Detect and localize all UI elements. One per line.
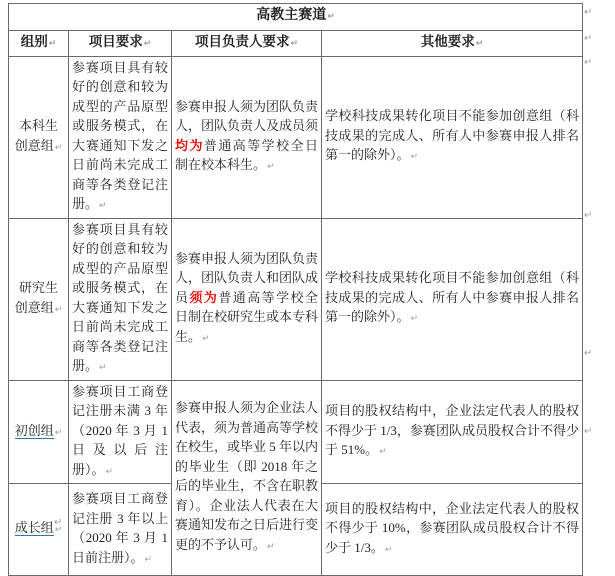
project-requirements-text: 参赛项目工商登记注册未满 3 年（2020 年 3 月 1 日及以后注册）。 [72, 383, 168, 477]
cell-end-mark-icon: ↵ [379, 447, 387, 457]
cell-end-mark-icon: ↵ [410, 314, 419, 325]
row-end-mark-icon: ↵ [584, 210, 593, 221]
other-requirements-cell [322, 380, 583, 484]
cell-end-mark-icon: ↵ [54, 142, 63, 153]
other-requirements-cell [322, 56, 583, 218]
cell-end-mark-icon: ↵ [143, 39, 152, 49]
leader-requirements-cell [172, 218, 322, 380]
table-row-startup-group [9, 380, 583, 484]
col-header-leader-requirements [172, 31, 322, 57]
leader-requirements-merged-cell [172, 380, 322, 576]
cell-end-mark-icon: ↵ [327, 12, 335, 23]
leader-requirements-text-pre: 参赛申报人须为团队负责人，团队负责人及成员须 [175, 98, 319, 133]
project-requirements-text: 参赛项目工商登记注册 3 年以上（2020 年 3 月 1 日前注册）。 [72, 491, 168, 565]
table-title-cell [9, 4, 583, 31]
table-title-row [9, 4, 583, 31]
group-cell-growth [9, 484, 69, 576]
cell-end-mark-icon: ↵ [48, 39, 57, 49]
project-requirements-cell [69, 380, 172, 484]
leader-requirements-text-pre: 参赛申报人须为团队负责人，团队负责人和团队成员 [175, 250, 319, 305]
cell-end-mark-icon: ↵ [202, 333, 210, 344]
leader-requirements-cell [172, 56, 322, 218]
col-header-other-label: 其他要求 [420, 34, 475, 49]
col-header-leader-label: 项目负责人要求 [194, 34, 290, 49]
cell-end-mark-icon: ↵ [267, 162, 275, 172]
main-track-table [8, 3, 583, 576]
other-requirements-text: 项目的股权结构中，企业法定代表人的股权不得少于 1/3，参赛团队成员股权合计不得少于 51%。 [325, 403, 580, 457]
cell-end-mark-icon: ↵ [105, 466, 114, 477]
row-end-mark-icon: ↵ [584, 57, 593, 68]
cell-end-mark-icon: ↵ [99, 201, 107, 211]
group-cell-undergraduate-idea [9, 56, 69, 218]
col-header-group [9, 31, 69, 57]
cell-end-mark-icon: ↵ [475, 39, 484, 49]
project-requirements-cell [69, 218, 172, 380]
other-requirements-text: 学校科技成果转化项目不能参加创意组（科技成果的完成人、所有人中参赛申报人排名第一的除外）。 [325, 270, 580, 325]
other-requirements-cell [322, 218, 583, 380]
leader-requirements-emphasis: 均为 [175, 137, 204, 153]
group-cell-graduate-idea [9, 218, 69, 380]
group-label: 本科生创意组 [14, 118, 58, 153]
group-link-growth[interactable]: 成长组 [14, 520, 54, 536]
cell-end-mark-icon: ↵ [99, 363, 107, 373]
cell-end-mark-icon: ↵ [144, 554, 153, 565]
project-requirements-text: 参赛项目具有较好的创意和较为成型的产品原型或服务模式，在大赛通知下发之日前尚未完成工商等各类登记注册。 [72, 221, 168, 373]
paragraph-mark-icon: ↵ [54, 517, 63, 528]
other-requirements-text: 学校科技成果转化项目不能参加创意组（科技成果的完成人、所有人中参赛申报人排名第一的除外）。 [325, 108, 580, 163]
project-requirements-cell [69, 484, 172, 576]
table-title: 高教主赛道 [256, 8, 327, 24]
project-requirements-cell [69, 56, 172, 218]
cell-end-mark-icon: ↵ [267, 541, 275, 552]
col-header-other-requirements [322, 31, 583, 57]
table-row-undergraduate-idea-group [9, 56, 583, 218]
cell-end-mark-icon: ↵ [410, 152, 419, 163]
col-header-project-requirements [69, 31, 172, 57]
column-header-row [9, 31, 583, 57]
col-header-group-label: 组别 [20, 34, 48, 49]
cell-end-mark-icon: ↵ [290, 39, 299, 49]
group-cell-startup [9, 380, 69, 484]
leader-requirements-emphasis: 须为 [189, 289, 219, 305]
cell-end-mark-icon: ↵ [54, 427, 63, 438]
row-end-mark-icon: ↵ [584, 426, 593, 437]
cell-end-mark-icon: ↵ [54, 304, 63, 315]
project-requirements-text: 参赛项目具有较好的创意和较为成型的产品原型或服务模式，在大赛通知下发之日前尚未完成工商等各类登记注册。 [72, 59, 168, 211]
row-end-mark-icon: ↵ [584, 33, 593, 44]
leader-requirements-text-post: 普通高等学校全日制在校本科生。 [175, 137, 318, 172]
other-requirements-cell [322, 484, 583, 576]
cell-end-mark-icon: ↵ [384, 544, 393, 555]
group-link-startup[interactable]: 初创组 [14, 422, 54, 438]
leader-requirements-text-post: 普通高等学校全日制在校研究生或本专科生。 [175, 289, 319, 344]
leader-requirements-text: 参赛申报人须为企业法人代表，须为普通高等学校在校生，或毕业 5 年以内的毕业生（即 2018 年之后的毕业生，不含在职教育）。企业法人代表在大赛通知发布之日后进行变更的不予认可。 [175, 400, 319, 552]
table-row-graduate-idea-group [9, 218, 583, 380]
group-label: 研究生创意组 [14, 280, 58, 315]
col-header-project-label: 项目要求 [88, 34, 143, 49]
other-requirements-text: 项目的股权结构中，企业法定代表人的股权不得少于 10%，参赛团队成员股权合计不得少于 1/3。 [325, 500, 580, 555]
row-end-mark-icon: ↵ [584, 7, 593, 18]
row-end-mark-icon: ↵ [584, 348, 593, 359]
cell-end-mark-icon: ↵ [54, 525, 63, 536]
